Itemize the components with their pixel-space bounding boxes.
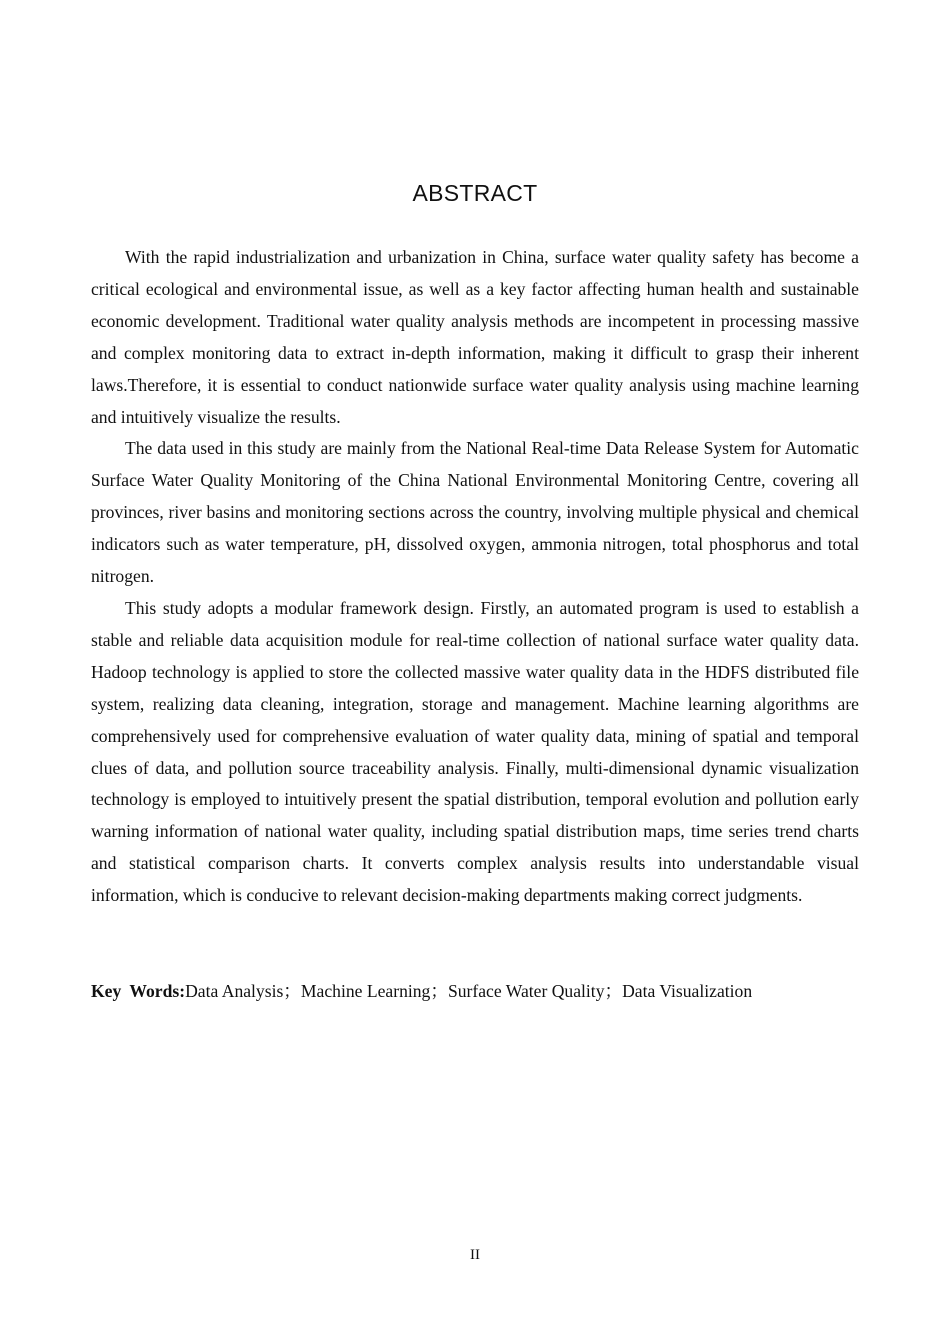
page-number: II (470, 1247, 480, 1263)
abstract-paragraph-2: The data used in this study are mainly from the National Real-time Data Release System for Automatic Surface Water Quality Monitoring of the China National Environmental Monitoring Centre, covering all provinces, river basins and monitoring sections across the country, involving multiple physical and chemical indicators such as water temperature, pH, dissolved oxygen, ammonia nitrogen, total phosphorus and total nitrogen. (91, 438, 859, 587)
abstract-title: ABSTRACT (412, 180, 538, 206)
abstract-body (91, 242, 859, 912)
abstract-paragraph-1: With the rapid industrialization and urbanization in China, surface water quality safety has become a critical ecological and environmental issue, as well as a key factor affecting human health and sustainable economic development. Traditional water quality analysis methods are incompetent in processing massive and complex monitoring data to extract in-depth information, making it difficult to grasp their inherent laws.Therefore, it is essential to conduct nationwide surface water quality analysis using machine learning and intuitively visualize the results. (91, 247, 859, 427)
abstract-paragraph-3: This study adopts a modular framework design. Firstly, an automated program is used to establish a stable and reliable data acquisition module for real-time collection of national surface water quality data. Hadoop technology is applied to store the collected massive water quality data in the HDFS distributed file system, realizing data cleaning, integration, storage and management. Machine learning algorithms are comprehensively used for comprehensive evaluation of water quality data, mining of spatial and temporal clues of data, and pollution source traceability analysis. Finally, multi-dimensional dynamic visualization technology is employed to intuitively present the spatial distribution, temporal evolution and pollution early warning information of national water quality, including spatial distribution maps, time series trend charts and statistical comparison charts. It converts complex analysis results into understandable visual information, which is conducive to relevant decision-making departments making correct judgments. (91, 597, 859, 906)
keywords-line (91, 975, 859, 1007)
keywords-label: Key Words: (91, 981, 186, 1001)
keywords-list: Data Analysis；Machine Learning；Surface Water Quality；Data Visualization (185, 981, 753, 1001)
